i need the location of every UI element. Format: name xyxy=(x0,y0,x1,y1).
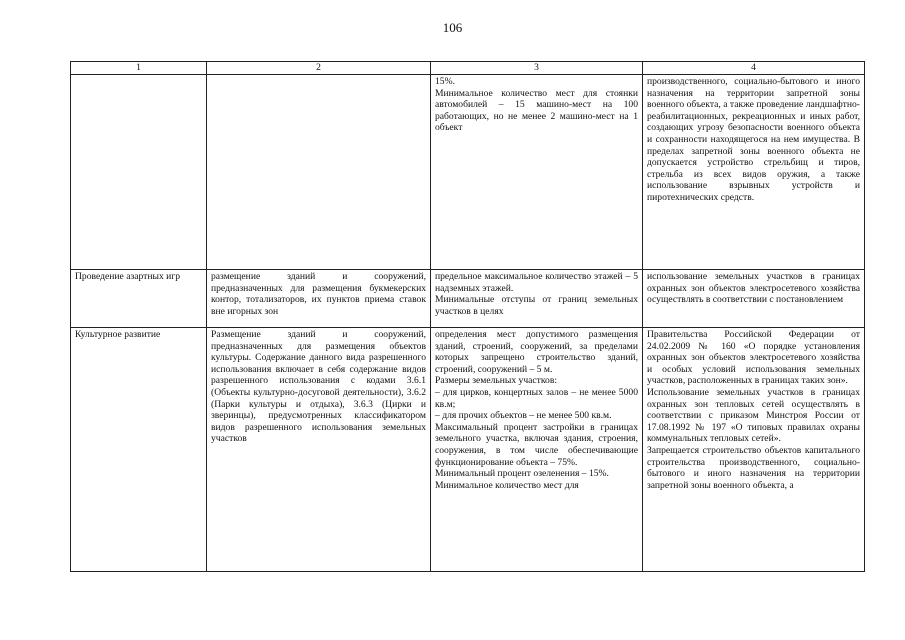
cell-restrictions xyxy=(643,75,865,270)
column-number-1: 1 xyxy=(71,62,207,75)
cell-usage-type xyxy=(71,270,207,328)
paragraph: Максимальный процент застройки в границах земельного участка, включая здания, строения, сооружения, в том числе обеспечивающие функционирование объекта – 75%. xyxy=(435,421,638,468)
cell-restrictions xyxy=(643,328,865,572)
list-item: – для прочих объектов – не менее 500 кв.м. xyxy=(435,410,612,422)
paragraph: Размещение зданий и сооружений, предназначенных для размещения объектов культуры. Содержание данного вида разрешенного использования включает в себя содержание видов разрешенного использования с кодами 3.6.1 (Объекты культурно-досуговой деятельности), 3.6.2 (Парки культуры и отдыха), 3.6.3 (Цирки и зверинцы), предусмотренных классификатором видов разрешенного использования земельных участков xyxy=(211,329,426,445)
cell-usage-description xyxy=(207,328,431,572)
table-row xyxy=(71,270,865,328)
table-row xyxy=(71,75,865,270)
cell-usage-description xyxy=(207,75,431,270)
paragraph: использование земельных участков в границах охранных зон объектов электросетевого хозяйства осуществлять в соответствии с постановлением xyxy=(647,271,860,306)
paragraph: предельное максимальное количество этажей – 5 надземных этажей. xyxy=(435,271,638,294)
column-number-3: 3 xyxy=(431,62,643,75)
paragraph: Минимальное количество мест для xyxy=(435,479,579,491)
paragraph: определения мест допустимого размещения зданий, строений, сооружений, за пределами которых запрещено строительство зданий, строений, сооружений – 5 м. xyxy=(435,329,638,375)
page-number: 106 xyxy=(442,20,463,35)
usage-type-name: Культурное развитие xyxy=(75,329,161,340)
paragraph: 15%. xyxy=(435,76,455,87)
paragraph: Минимальное количество мест для стоянки автомобилей – 15 машино-мест на 100 работающих, но не менее 2 машино-мест на 1 объект xyxy=(435,87,638,134)
paragraph: производственного, социально-бытового и иного назначения на территории запретной зоны военного объекта, а также проведение ландшафтно-реабилитационных, рекреационных и иных работ, создающих угрозу безопасности военного объекта и сохранности находящегося на нем имущества. В пределах запретной зоны военного объекта не допускается устройство стрельбищ и тиров, стрельба из всех видов оружия, а также использование взрывных устройств и пиротехнических средств. xyxy=(647,76,860,203)
paragraph: Использование земельных участков в границах охранных зон тепловых сетей осуществлять в соответствии с приказом Минстроя России от 17.08.1992 № 197 «О типовых правилах охраны коммунальных тепловых сетей». xyxy=(647,386,860,445)
table-header-row xyxy=(71,62,865,75)
paragraph: размещение зданий и сооружений, предназначенных для размещения букмекерских контор, тотализаторов, их пунктов приема ставок вне игорных зон xyxy=(211,271,426,317)
list-item: – для цирков, концертных залов – не менее 5000 кв.м; xyxy=(435,386,638,410)
paragraph: Минимальные отступы от границ земельных участков в целях xyxy=(435,294,638,317)
cell-parameters xyxy=(431,270,643,328)
paragraph: Запрещается строительство объектов капитального строительства производственного, социально-бытового и иного назначения на территории запретной зоны военного объекта, а xyxy=(647,444,860,491)
cell-usage-type xyxy=(71,75,207,270)
column-number-4: 4 xyxy=(643,62,865,75)
paragraph: Правительства Российской Федерации от 24.02.2009 № 160 «О порядке установления охранных зон объектов электросетевого хозяйства и особых условий использования земельных участков, расположенных в границах таких зон». xyxy=(647,329,860,387)
column-number-2: 2 xyxy=(207,62,431,75)
paragraph: Размеры земельных участков: xyxy=(435,375,558,387)
cell-parameters xyxy=(431,75,643,270)
cell-parameters xyxy=(431,328,643,572)
cell-usage-description xyxy=(207,270,431,328)
usage-type-name: Проведение азартных игр xyxy=(75,271,181,282)
paragraph: Минимальный процент озеленения – 15%. xyxy=(435,468,609,480)
cell-usage-type xyxy=(71,328,207,572)
regulations-table xyxy=(70,61,865,572)
table-row xyxy=(71,328,865,572)
cell-restrictions xyxy=(643,270,865,328)
